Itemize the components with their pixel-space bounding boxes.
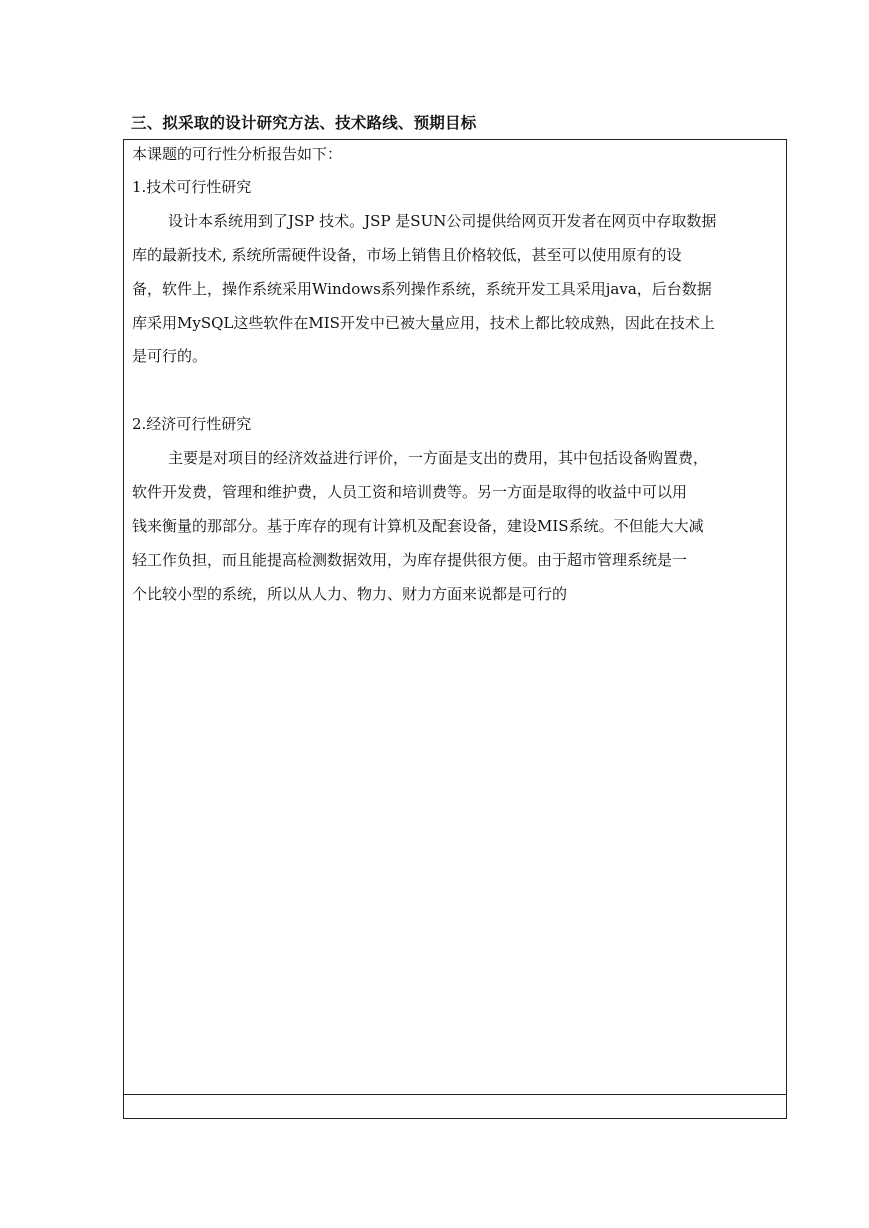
paragraph-line: 备，软件上，操作系统采用Windows系列操作系统，系统开发工具采用java，后台数据 [132,280,712,298]
paragraph-line: 钱来衡量的那部分。基于库存的现有计算机及配套设备，建设MIS系统。不但能大大减 [132,517,704,535]
form-table [123,139,787,1119]
paragraph-line: 主要是对项目的经济效益进行评价，一方面是支出的费用，其中包括设备购置费， [168,449,709,467]
section-title-economic: 2.经济可行性研究 [132,415,252,433]
paragraph-line: 个比较小型的系统，所以从人力、物力、财力方面来说都是可行的 [132,585,568,603]
footer-cell [124,1095,786,1118]
paragraph-line: 是可行的。 [132,347,208,365]
paragraph-line: 软件开发费，管理和维护费，人员工资和培训费等。另一方面是取得的收益中可以用 [132,483,688,501]
content-cell [124,140,786,1095]
paragraph-line: 设计本系统用到了JSP 技术。JSP 是SUN公司提供给网页开发者在网页中存取数据 [168,212,717,230]
section-title-technical: 1.技术可行性研究 [132,178,252,196]
paragraph-line: 库的最新技术, 系统所需硬件设备，市场上销售且价格较低，甚至可以使用原有的设 [132,246,682,264]
intro-line: 本课题的可行性分析报告如下： [132,145,343,163]
paragraph-line: 轻工作负担，而且能提高检测数据效用，为库存提供很方便。由于超市管理系统是一 [132,551,688,569]
section-heading: 三、拟采取的设计研究方法、技术路线、预期目标 [131,114,477,132]
paragraph-line: 库采用MySQL这些软件在MIS开发中已被大量应用，技术上都比较成熟，因此在技术上 [132,314,715,332]
